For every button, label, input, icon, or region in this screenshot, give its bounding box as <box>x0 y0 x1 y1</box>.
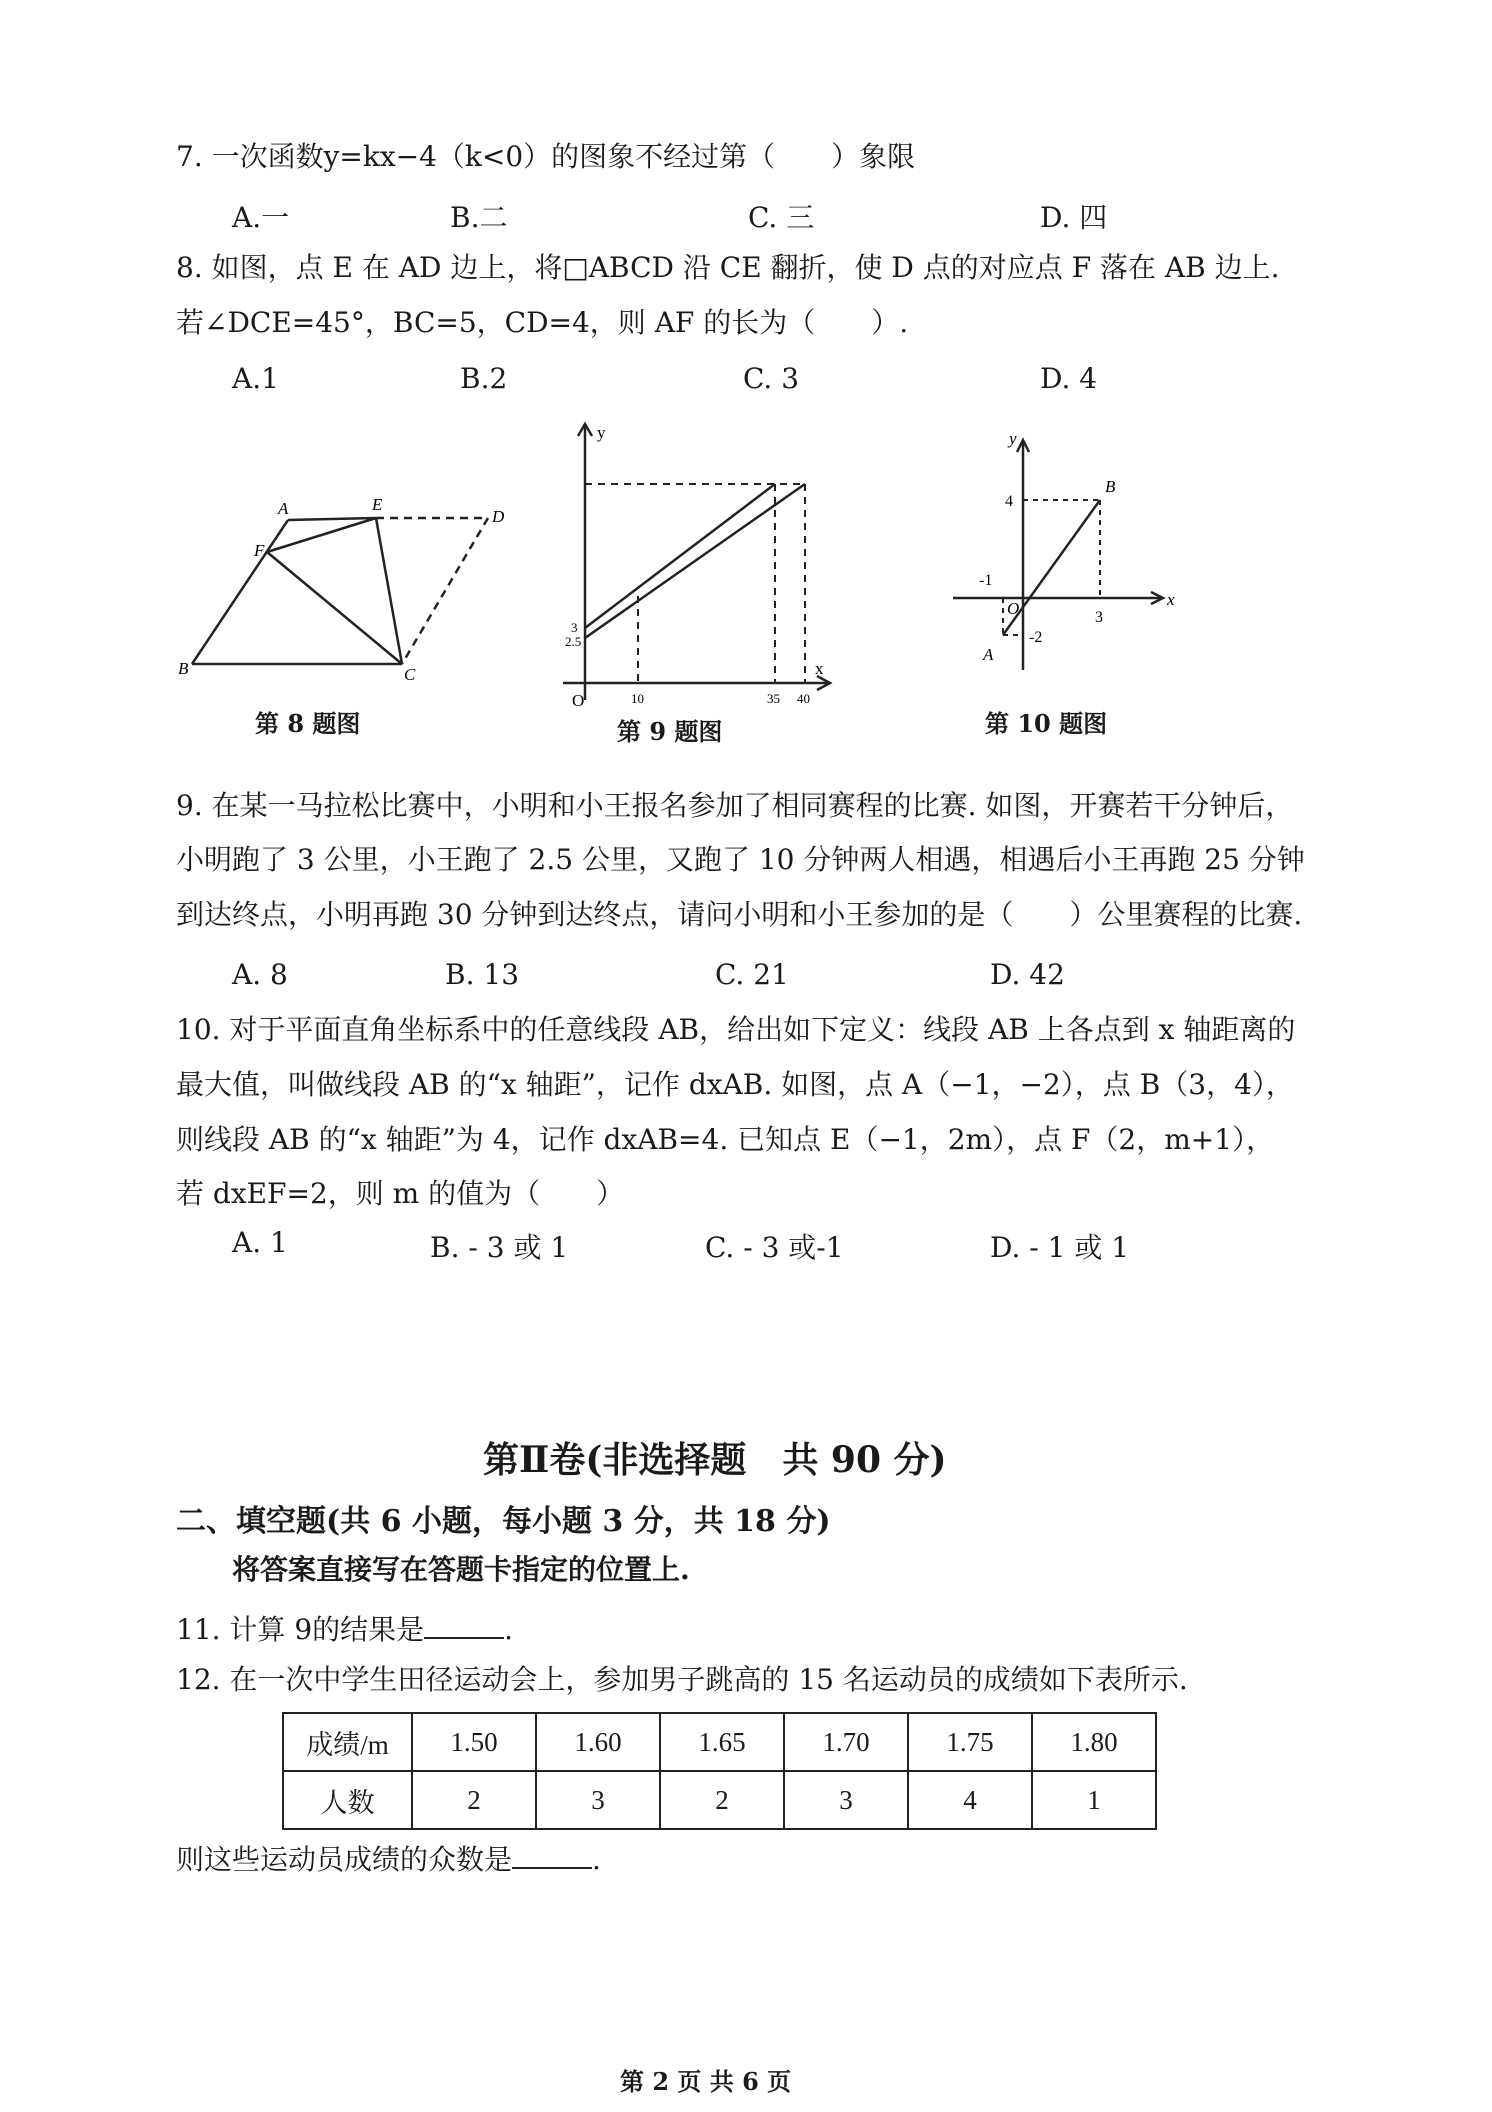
table-cell: 1.60 <box>536 1713 660 1771</box>
figure-10-graph <box>945 430 1195 680</box>
fig10-label-a: A <box>983 645 994 664</box>
fig10-label-y: y <box>1009 430 1017 448</box>
q12-after: 则这些运动员成绩的众数是 <box>176 1843 513 1876</box>
table-cell: 2 <box>412 1771 536 1829</box>
q8-stem-line1: 8. 如图，点 E 在 AD 边上，将□ABCD 沿 CE 翻折，使 D 点的对应点 F 落在 AB 边上. <box>176 251 1280 284</box>
q10-option-a: A. 1 <box>232 1226 288 1259</box>
table-row <box>283 1713 1156 1771</box>
fig8-label-e: E <box>372 495 383 514</box>
fig8-label-d: D <box>492 507 505 526</box>
fig8-label-c: C <box>404 665 416 684</box>
q9-stem-line3: 到达终点，小明再跑 30 分钟到达终点，请问小明和小王参加的是（ ）公里赛程的比赛. <box>176 898 1303 931</box>
fig10-label-y4: 4 <box>1005 493 1013 510</box>
q9-stem-line1: 9. 在某一马拉松比赛中，小明和小王报名参加了相同赛程的比赛. 如图，开赛若干分钟后， <box>176 789 1294 822</box>
figure-8-parallelogram <box>170 490 520 690</box>
table-cell: 1.80 <box>1032 1713 1156 1771</box>
q8-option-c: C. 3 <box>743 362 800 395</box>
q10-option-b: B. - 3 或 1 <box>430 1231 569 1264</box>
fig9-line-xiaoming <box>585 484 775 628</box>
q9-option-d: D. 42 <box>990 958 1065 991</box>
table-cell: 4 <box>908 1771 1032 1829</box>
q11-tail: . <box>504 1613 514 1646</box>
q8-option-d: D. 4 <box>1040 362 1098 395</box>
figure-9-graph <box>545 418 845 708</box>
fig9-label-x10: 10 <box>631 691 644 706</box>
fig9-label-y: y <box>597 423 606 442</box>
q7-option-d: D. 四 <box>1040 201 1108 234</box>
figure-9-caption: 第 9 题图 <box>617 717 723 746</box>
table-cell: 人数 <box>283 1771 412 1829</box>
q11-answer-blank <box>424 1611 504 1639</box>
fig9-label-x: x <box>815 659 824 678</box>
table-cell: 1.75 <box>908 1713 1032 1771</box>
q10-stem-line1: 10. 对于平面直角坐标系中的任意线段 AB，给出如下定义：线段 AB 上各点到 x 轴距离的 <box>176 1013 1296 1046</box>
fig9-line-xiaowang <box>585 484 805 638</box>
q11-line <box>176 1610 513 1650</box>
fig10-label-b: B <box>1105 477 1116 496</box>
section-2-title: 第Ⅱ卷(非选择题 共 90 分) <box>483 1439 947 1481</box>
table-cell: 1.50 <box>412 1713 536 1771</box>
page-footer: 第 2 页 共 6 页 <box>620 2067 792 2096</box>
table-cell: 1 <box>1032 1771 1156 1829</box>
fig8-label-b: B <box>178 659 189 678</box>
q12-tail: . <box>592 1843 601 1876</box>
fig10-label-x: x <box>1167 590 1175 609</box>
q9-option-a: A. 8 <box>232 958 288 991</box>
fig10-label-ym2: -2 <box>1029 629 1043 646</box>
q7-option-c: C. 三 <box>748 201 815 234</box>
q9-option-b: B. 13 <box>445 958 520 991</box>
fig9-label-origin: O <box>572 691 585 708</box>
table-cell: 成绩/m <box>283 1713 412 1771</box>
table-cell: 1.70 <box>784 1713 908 1771</box>
fig9-label-x40: 40 <box>797 691 810 706</box>
fig9-label-y3: 3 <box>571 620 578 635</box>
section-2-instruction: 将答案直接写在答题卡指定的位置上. <box>232 1553 690 1586</box>
q11-stem: 11. 计算 9的结果是 <box>176 1613 425 1646</box>
figure-8-caption: 第 8 题图 <box>255 709 361 738</box>
table-row <box>283 1771 1156 1829</box>
q12-score-table <box>282 1712 1157 1830</box>
q9-option-c: C. 21 <box>715 958 789 991</box>
fig10-label-x3: 3 <box>1095 609 1103 626</box>
q10-option-c: C. - 3 或-1 <box>705 1231 844 1264</box>
q12-answer-blank <box>512 1841 592 1869</box>
fig9-label-y25: 2.5 <box>565 634 582 649</box>
q8-option-a: A.1 <box>232 362 279 395</box>
q10-option-d: D. - 1 或 1 <box>990 1231 1130 1264</box>
q7-option-b: B.二 <box>450 201 508 234</box>
q7-stem: 7. 一次函数y=kx−4（k<0）的图象不经过第（ ）象限 <box>176 140 916 173</box>
fig10-label-xm1: -1 <box>979 572 993 589</box>
section-2-part-heading: 二、填空题(共 6 小题，每小题 3 分，共 18 分) <box>176 1504 831 1539</box>
q10-stem-line2: 最大值，叫做线段 AB 的“x 轴距”，记作 dxAB. 如图，点 A（−1，−2），点 B（3，4）， <box>176 1068 1294 1101</box>
q7-option-a: A.一 <box>232 201 290 234</box>
figure-10-caption: 第 10 题图 <box>985 709 1108 738</box>
q9-stem-line2: 小明跑了 3 公里，小王跑了 2.5 公里，又跑了 10 分钟两人相遇，相遇后小王再跑 25 分钟 <box>176 843 1305 876</box>
table-cell: 2 <box>660 1771 784 1829</box>
q8-option-b: B.2 <box>460 362 508 395</box>
fig8-label-f: F <box>254 541 265 560</box>
fig9-label-x35: 35 <box>767 691 780 706</box>
table-cell: 3 <box>536 1771 660 1829</box>
table-cell: 3 <box>784 1771 908 1829</box>
q10-stem-line4: 若 dxEF=2，则 m 的值为（ ） <box>176 1177 625 1210</box>
fig10-label-origin: O <box>1007 599 1020 618</box>
q10-stem-line3: 则线段 AB 的“x 轴距”为 4，记作 dxAB=4. 已知点 E（−1，2m），点 F（2，m+1）， <box>176 1123 1275 1156</box>
q8-stem-line2: 若∠DCE=45°，BC=5，CD=4，则 AF 的长为（ ）. <box>176 306 909 339</box>
q12-after-line <box>176 1840 601 1880</box>
table-cell: 1.65 <box>660 1713 784 1771</box>
fig8-label-a: A <box>278 499 289 518</box>
q12-stem: 12. 在一次中学生田径运动会上，参加男子跳高的 15 名运动员的成绩如下表所示. <box>176 1663 1188 1696</box>
